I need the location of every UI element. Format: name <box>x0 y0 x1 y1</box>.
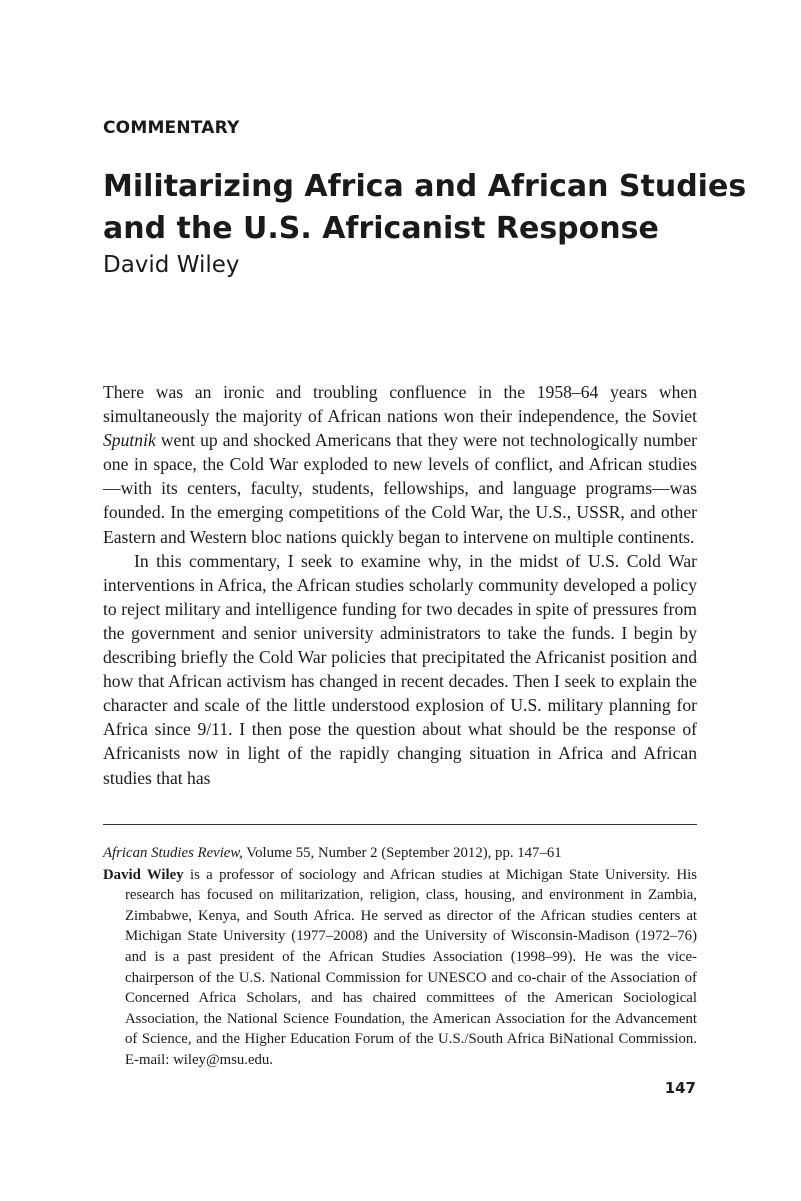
para1-text-start: There was an ironic and troubling confluence in the 1958–64 years when simultaneously the majority of African nations won their independence, the Soviet <box>103 382 697 427</box>
sputnik-italic: Sputnik <box>103 430 156 451</box>
author-bio <box>103 865 697 1071</box>
footnote-block <box>103 843 697 1071</box>
bio-author-name: David Wiley <box>103 866 184 883</box>
article-body <box>103 380 697 790</box>
citation-details: Volume 55, Number 2 (September 2012), pp. 147–61 <box>242 845 562 861</box>
bio-text: is a professor of sociology and African studies at Michigan State University. His research has focused on militarization, religion, class, housing, and environment in Zambia, Zimbabwe, Kenya, and South Africa. He served as director of the African studies centers at Michigan State University (1977–2008) and the University of Wisconsin-Madison (1972–76) and is a past president of the African Studies Association (1998–99). He was the vice-chairperson of the U.S. National Commission for UNESCO and co-chair of the Association of Concerned Africa Scholars, and has chaired committees of the American Sociological Association, the National Science Foundation, the American Association for the Advancement of Science, and the Higher Education Forum of the U.S./South Africa BiNational Commission. E-mail: wiley@msu.edu. <box>125 866 697 1068</box>
citation-line <box>103 843 697 864</box>
article-title <box>103 166 747 250</box>
article-title-line-1: Militarizing Africa and African Studies <box>103 169 747 204</box>
author-name: David Wiley <box>103 252 240 278</box>
journal-name: African Studies Review, <box>103 845 243 861</box>
article-title-line-2: and the U.S. Africanist Response <box>103 211 659 246</box>
page-number: 147 <box>664 1079 696 1097</box>
body-paragraph-1 <box>103 380 697 549</box>
para1-text-end: went up and shocked Americans that they were not technologically number one in space, the Cold War exploded to new levels of conflict, and African studies—with its centers, faculty, students, fellowships, and language programs—was founded. In the emerging competitions of the Cold War, the U.S., USSR, and other Eastern and Western bloc nations quickly began to intervene on multiple continents. <box>103 430 697 547</box>
body-paragraph-2: In this commentary, I seek to examine why, in the midst of U.S. Cold War interventions in Africa, the African studies scholarly community developed a policy to reject military and intelligence funding for two decades in spite of pressures from the government and senior university administrators to take the funds. I begin by describing briefly the Cold War policies that precipitated the Africanist position and how that African activism has changed in recent decades. Then I seek to explain the character and scale of the little understood explosion of U.S. military planning for Africa since 9/11. I then pose the question about what should be the response of Africanists now in light of the rapidly changing situation in Africa and African studies that has <box>103 550 697 788</box>
footnote-divider <box>103 824 697 825</box>
section-label: COMMENTARY <box>103 118 240 138</box>
